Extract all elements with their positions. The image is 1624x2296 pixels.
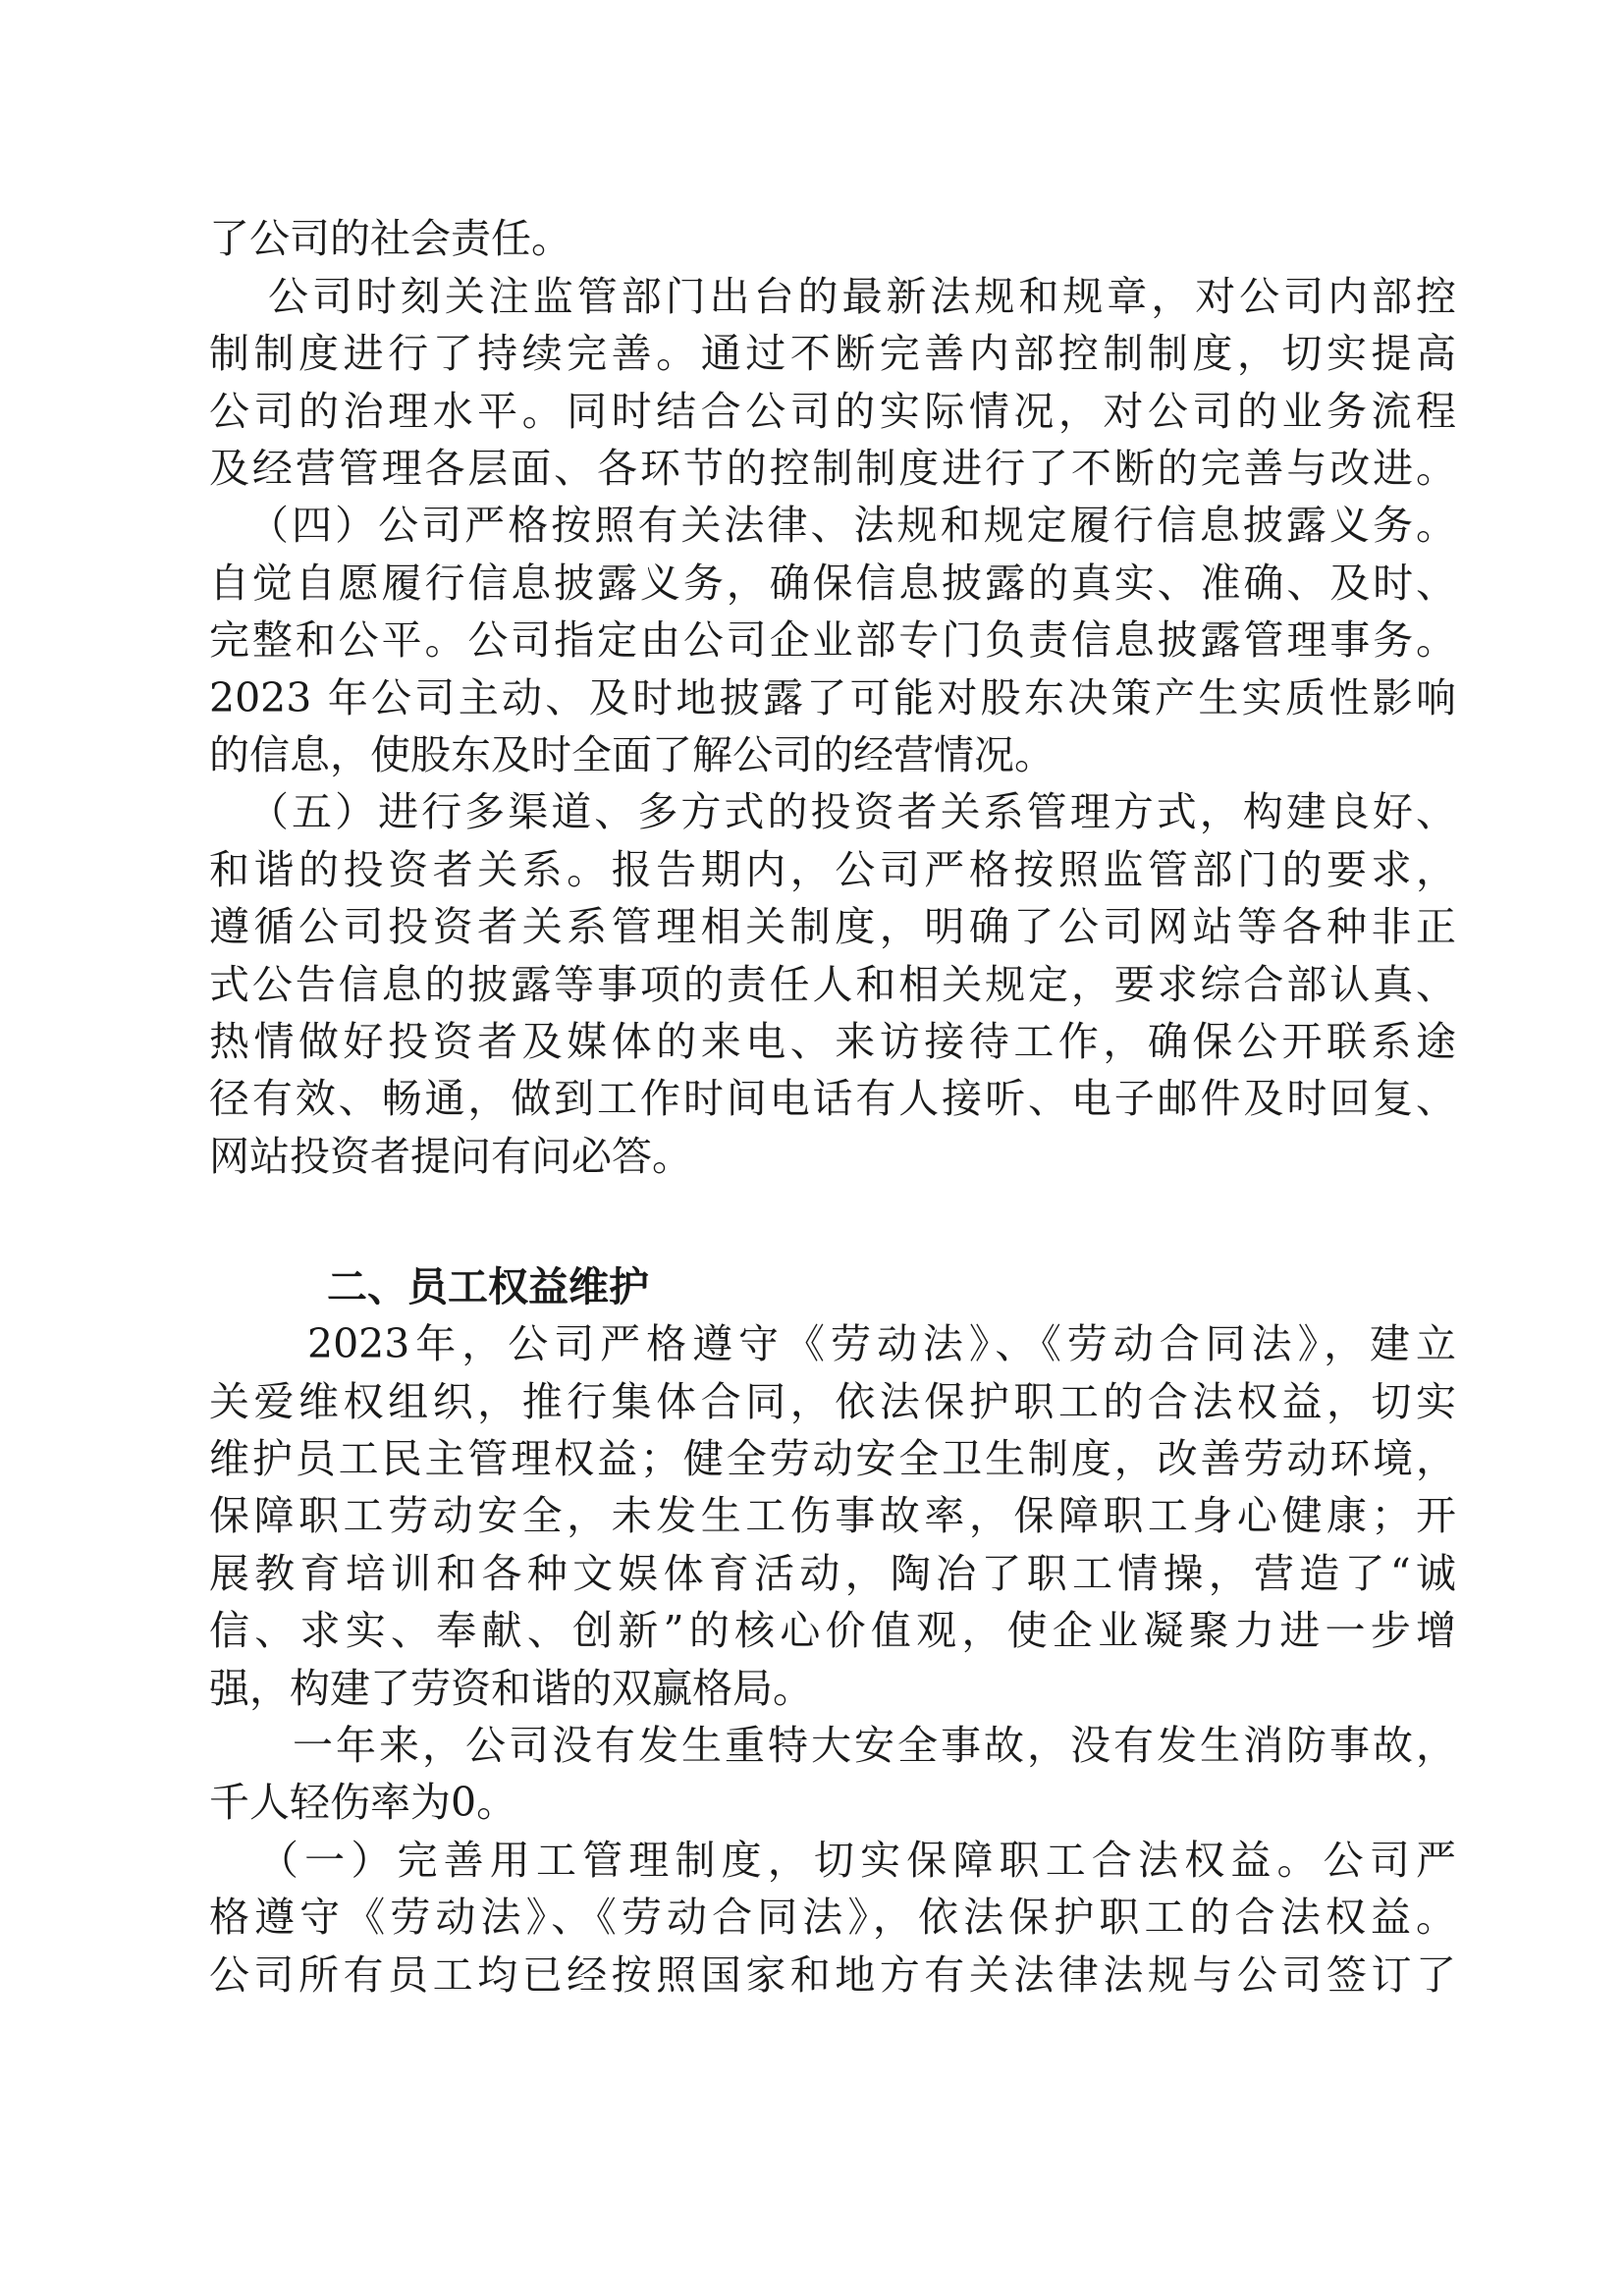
text-line: 制制度进行了持续完善。通过不断完善内部控制制度，切实提高 bbox=[209, 330, 1456, 377]
text-line: 热情做好投资者及媒体的来电、来访接待工作，确保公开联系途 bbox=[209, 1018, 1456, 1065]
text-line: （四）公司严格按照有关法律、法规和规定履行信息披露义务。 bbox=[248, 502, 1456, 549]
text-line: 格遵守《劳动法》、《劳动合同法》，依法保护职工的合法权益。 bbox=[209, 1894, 1456, 1941]
text-line: 公司时刻关注监管部门出台的最新法规和规章，对公司内部控 bbox=[268, 273, 1456, 320]
text-line: 遵循公司投资者关系管理相关制度，明确了公司网站等各种非正 bbox=[209, 903, 1456, 950]
text-line: 强，构建了劳资和谐的双赢格局。 bbox=[209, 1665, 813, 1712]
text-line: 的信息，使股东及时全面了解公司的经营情况。 bbox=[209, 731, 1055, 778]
text-line: 一年来，公司没有发生重特大安全事故，没有发生消防事故， bbox=[293, 1722, 1456, 1769]
text-line: 了公司的社会责任。 bbox=[209, 215, 571, 262]
text-line: 保障职工劳动安全，未发生工伤事故率，保障职工身心健康；开 bbox=[209, 1492, 1456, 1539]
text-line: 及经营管理各层面、各环节的控制制度进行了不断的完善与改进。 bbox=[209, 445, 1456, 492]
text-line: （一）完善用工管理制度，切实保障职工合法权益。公司严 bbox=[258, 1837, 1456, 1884]
section-heading: 二、员工权益维护 bbox=[327, 1263, 649, 1310]
text-line: 展教育培训和各种文娱体育活动，陶冶了职工情操，营造了“诚 bbox=[209, 1550, 1456, 1597]
text-line: 网站投资者提问有问必答。 bbox=[209, 1133, 692, 1180]
text-line: 关爱维权组织，推行集体合同，依法保护职工的合法权益，切实 bbox=[209, 1378, 1456, 1425]
text-line: 式公告信息的披露等事项的责任人和相关规定，要求综合部认真、 bbox=[209, 961, 1456, 1008]
text-line: 和谐的投资者关系。报告期内，公司严格按照监管部门的要求， bbox=[209, 846, 1456, 893]
text-line: 公司所有员工均已经按照国家和地方有关法律法规与公司签订了 bbox=[209, 1951, 1456, 1999]
text-line: 信、求实、奉献、创新”的核心价值观，使企业凝聚力进一步增 bbox=[209, 1607, 1456, 1654]
text-line: 径有效、畅通，做到工作时间电话有人接听、电子邮件及时回复、 bbox=[209, 1075, 1456, 1122]
text-line: 2023年，公司严格遵守《劳动法》、《劳动合同法》，建立 bbox=[307, 1320, 1456, 1367]
text-line: 自觉自愿履行信息披露义务，确保信息披露的真实、准确、及时、 bbox=[209, 560, 1456, 607]
text-line: 维护员工民主管理权益；健全劳动安全卫生制度，改善劳动环境， bbox=[209, 1435, 1456, 1482]
text-line: 千人轻伤率为0。 bbox=[209, 1779, 517, 1826]
text-line: （五）进行多渠道、多方式的投资者关系管理方式，构建良好、 bbox=[248, 788, 1456, 835]
text-line: 公司的治理水平。同时结合公司的实际情况，对公司的业务流程 bbox=[209, 388, 1456, 435]
text-line: 完整和公平。公司指定由公司企业部专门负责信息披露管理事务。 bbox=[209, 616, 1456, 664]
text-line: 2023 年公司主动、及时地披露了可能对股东决策产生实质性影响 bbox=[209, 674, 1456, 721]
